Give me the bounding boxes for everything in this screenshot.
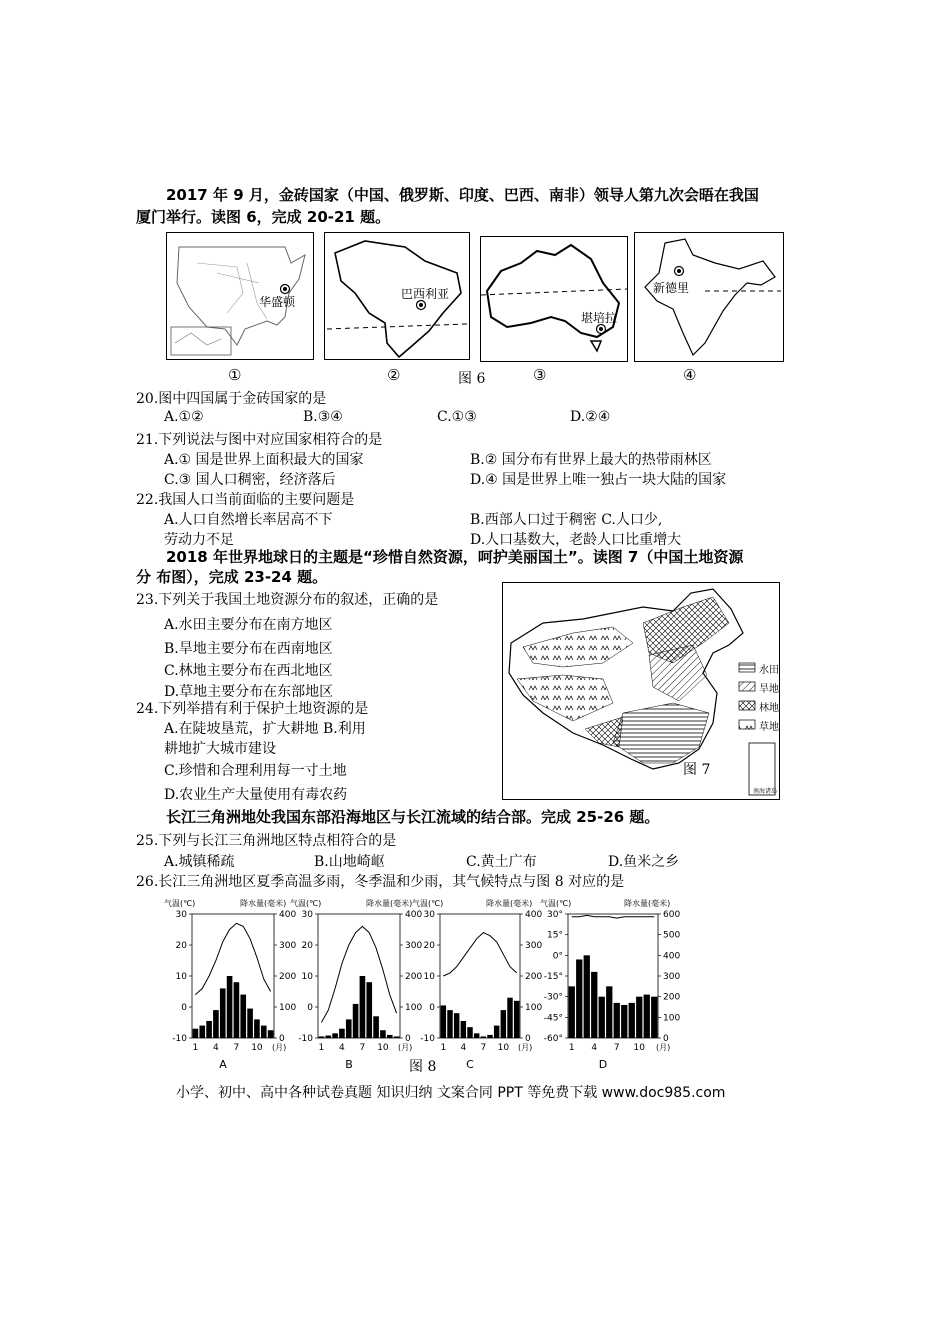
month-tick-label: 10 [377,1043,389,1053]
temp-axis-title: 气温(℃) [412,899,444,908]
temp-axis-title: 气温(℃) [164,899,196,908]
temp-tick-label: -30° [543,992,563,1003]
legend-grassland-label: 草地 [759,722,779,733]
map-india [634,232,784,362]
month-tick-label: 10 [633,1043,645,1053]
temp-tick-label: 30° [547,910,563,920]
q23-stem: 23.下列关于我国土地资源分布的叙述，正确的是 [136,592,439,608]
precip-bar [441,1005,446,1038]
month-tick-label: 1 [192,1043,199,1053]
precip-bar [247,1009,253,1038]
q20-option-c: C.①③ [437,409,477,425]
map-number-4: ④ [683,366,697,384]
temp-tick-label: -10 [298,1034,313,1044]
q25-stem: 25.下列与长江三角洲地区特点相符合的是 [136,833,397,849]
q21-option-c: C.③ 国人口稠密，经济落后 [164,472,336,488]
precip-bar [268,1030,274,1038]
precip-bar [576,959,582,1038]
temp-tick-label: -10 [172,1034,187,1044]
q22-stem: 22.我国人口当前面临的主要问题是 [136,492,355,508]
legend-forest-label: 林地 [759,703,779,714]
precip-bar [599,997,605,1038]
temp-line [321,926,396,1022]
precip-tick-label: 200 [405,972,423,982]
precip-bar [467,1027,472,1038]
month-tick-label: 4 [339,1043,345,1053]
precip-tick-label: 0 [405,1034,411,1044]
map-number-3: ③ [533,366,547,384]
month-tick-label: 4 [460,1043,467,1053]
precip-bar [454,1013,459,1038]
precip-bar [501,1010,506,1038]
legend-swatch-grassland [739,720,755,729]
precip-tick-label: 200 [525,972,543,982]
q24-option-b-cont: 耕地扩大城市建设 [164,741,276,757]
q24-option-d: D.农业生产大量使用有毒农药 [164,787,348,803]
month-tick-label: 10 [497,1043,510,1053]
temp-tick-label: -60° [543,1034,563,1044]
q20-option-b: B.③④ [303,409,343,425]
precip-bar [387,1035,393,1038]
precip-bar [447,1010,452,1038]
figure-6-label: 图 6 [458,371,486,387]
month-tick-label: 7 [233,1043,240,1053]
precip-bar [353,1004,359,1038]
inset-label: 南海诸岛 [753,788,778,795]
figure-8-label: 图 8 [409,1059,437,1075]
q21-option-d: D.④ 国是世界上唯一独占一块大陆的国家 [470,472,727,488]
month-tick-label: 1 [318,1043,325,1053]
legend-dryland-label: 旱地 [759,684,779,695]
q24-stem: 24.下列举措有利于保护土地资源的是 [136,701,369,717]
q23-option-a: A.水田主要分布在南方地区 [164,617,333,633]
q22-option-bc: B.西部人口过于稠密 C.人口少, [470,512,663,528]
precip-bar [614,1003,620,1038]
legend-swatch-paddy [739,663,755,672]
map-number-2: ② [387,366,401,384]
temp-line [195,923,270,994]
precip-bar [487,1035,492,1038]
q20-stem: 20.图中四国属于金砖国家的是 [136,391,327,407]
map-brazil [324,232,470,360]
temp-tick-label: 30 [423,910,435,920]
precip-bar [569,986,575,1038]
map-city-label: 堪培拉 [581,311,618,325]
precip-bar [514,1001,519,1038]
precip-bar [346,1019,352,1038]
q25-option-d: D.鱼米之乡 [608,854,680,870]
month-unit-label: (月) [272,1043,287,1052]
precip-bar [481,1036,486,1038]
china-land-map [502,582,780,800]
precip-bar [360,976,366,1038]
legend-swatch-forest [739,701,755,710]
precip-bar [325,1036,331,1038]
month-unit-label: (月) [518,1043,533,1052]
precip-tick-label: 300 [525,941,543,951]
china-land-map-svg [503,583,779,799]
map-city-label: 巴西利亚 [401,287,450,301]
precip-bar [461,1021,466,1038]
precip-tick-label: 400 [663,951,680,962]
precip-bar [507,998,512,1038]
legend-swatch-dryland [739,682,755,691]
q22-option-c-cont: 劳动力不足 [164,532,234,548]
q20-option-d: D.②④ [570,409,611,425]
precip-bar [366,982,372,1038]
q23-option-d: D.草地主要分布在东部地区 [164,684,334,700]
chart-label: C [466,1058,474,1071]
month-tick-label: 7 [359,1043,366,1053]
precip-tick-label: 400 [405,910,423,920]
precip-bar [206,1021,212,1038]
month-tick-label: 7 [480,1043,487,1053]
precip-bar [494,1026,499,1038]
temp-tick-label: -45° [543,1013,563,1024]
chart-label: D [598,1058,608,1071]
legend-paddy-label: 水田 [759,665,779,676]
precip-tick-label: 0 [525,1034,531,1044]
temp-line [443,933,516,976]
section1-intro-line1: 2017 年 9 月，金砖国家（中国、俄罗斯、印度、巴西、南非）领导人第九次会晤在我国 [166,186,759,204]
precip-bar [234,982,240,1038]
precip-axis-title: 降水量(毫米) [240,899,287,908]
precip-bar [199,1026,205,1038]
q23-option-b: B.旱地主要分布在西南地区 [164,641,333,657]
temp-tick-label: 30 [301,910,313,920]
precip-tick-label: 200 [279,972,297,982]
precip-bar [636,997,642,1038]
month-tick-label: 4 [213,1043,219,1053]
precip-bar [319,1036,325,1038]
month-tick-label: 10 [251,1043,263,1053]
map-city-label: 华盛顿 [259,295,296,309]
section2-intro-line2: 分 布图），完成 23-24 题。 [136,568,328,586]
precip-tick-label: 300 [279,941,297,951]
temp-tick-label: -10 [420,1034,435,1044]
precip-bar [227,976,233,1038]
month-tick-label: 1 [440,1043,447,1053]
precip-bar [584,955,590,1038]
footer-text: 小学、初中、高中各种试卷真题 知识归纳 文案合同 PPT 等免费下载 www.doc985.com [176,1085,726,1101]
map-number-1: ① [228,366,242,384]
q22-option-d: D.人口基数大，老龄人口比重增大 [470,532,682,548]
q22-option-a: A.人口自然增长率居高不下 [164,512,333,528]
month-tick-label: 4 [591,1043,598,1053]
precip-bar [213,1010,219,1038]
section2-intro-line1: 2018 年世界地球日的主题是“珍惜自然资源，呵护美丽国土”。读图 7（中国土地资源 [166,548,744,566]
precip-tick-label: 300 [663,972,680,982]
chart-frame [192,914,274,1038]
q24-option-ab: A.在陡坡垦荒，扩大耕地 B.利用 [164,721,366,737]
precip-bar [621,1005,627,1038]
precip-tick-label: 400 [525,910,543,920]
precip-tick-label: 500 [663,930,680,941]
temp-tick-label: 0° [552,951,563,962]
figure-7-label: 图 7 [683,762,711,778]
map-australia [480,236,628,362]
temp-tick-label: 0 [307,1003,313,1013]
q25-option-c: C.黄土广布 [466,854,537,870]
month-unit-label: (月) [656,1043,671,1052]
precip-tick-label: 200 [663,992,680,1003]
q20-option-a: A.①② [164,409,204,425]
precip-tick-label: 100 [663,1013,680,1024]
climate-charts [160,894,680,1074]
precip-bar [474,1033,479,1038]
precip-bar [240,995,246,1038]
chart-label: A [219,1058,227,1071]
precip-axis-title: 降水量(毫米) [366,899,413,908]
precip-bar [220,988,226,1038]
precip-bar [629,1003,635,1038]
precip-tick-label: 100 [405,1003,423,1013]
temp-tick-label: 10 [423,972,435,982]
temp-axis-title: 气温(℃) [540,899,572,908]
month-tick-label: 1 [568,1043,575,1053]
precip-tick-label: 0 [663,1034,669,1044]
q21-stem: 21.下列说法与图中对应国家相符合的是 [136,432,383,448]
precip-bar [193,1029,199,1038]
precip-tick-label: 300 [405,941,423,951]
temp-line [572,915,655,918]
precip-bar [339,1029,345,1038]
precip-bar [332,1033,338,1038]
precip-bar [254,1019,260,1038]
temp-tick-label: 15° [547,930,563,941]
temp-tick-label: 10 [175,972,187,982]
temp-tick-label: -15° [543,972,563,982]
month-tick-label: 7 [613,1043,620,1053]
temp-tick-label: 0 [429,1003,435,1013]
temp-tick-label: 20 [301,941,313,951]
australia-map-svg [481,237,627,361]
precip-bar [651,997,657,1038]
q26-stem: 26.长江三角洲地区夏季高温多雨，冬季温和少雨，其气候特点与图 8 对应的是 [136,874,625,890]
temp-tick-label: 30 [175,910,187,920]
precip-tick-label: 400 [279,910,297,920]
precip-bar [591,972,597,1038]
temp-tick-label: 20 [175,941,187,951]
precip-axis-title: 降水量(毫米) [486,899,533,908]
precip-tick-label: 600 [663,910,680,920]
precip-tick-label: 100 [525,1003,543,1013]
precip-bar [394,1036,400,1038]
precip-tick-label: 0 [279,1034,285,1044]
section1-intro-line2: 厦门举行。读图 6，完成 20-21 题。 [136,208,391,226]
month-unit-label: (月) [398,1043,413,1052]
precip-bar [380,1030,386,1038]
section3-intro: 长江三角洲地处我国东部沿海地区与长江流域的结合部。完成 25-26 题。 [166,808,660,826]
q24-option-c: C.珍惜和合理利用每一寸土地 [164,763,347,779]
precip-bar [606,986,612,1038]
temp-tick-label: 10 [301,972,313,982]
precip-tick-label: 100 [279,1003,297,1013]
q25-option-a: A.城镇稀疏 [164,854,235,870]
chart-label: B [345,1058,353,1071]
precip-bar [261,1026,267,1038]
precip-bar [644,995,650,1038]
chart-frame [318,914,400,1038]
q21-option-b: B.② 国分布有世界上最大的热带雨林区 [470,452,712,468]
temp-axis-title: 气温(℃) [290,899,322,908]
map-usa [166,232,314,360]
q25-option-b: B.山地崎岖 [314,854,385,870]
temp-tick-label: 20 [423,941,435,951]
india-map-svg [635,233,783,361]
map-city-label: 新德里 [653,281,690,295]
q21-option-a: A.① 国是世界上面积最大的国家 [164,452,364,468]
q23-option-c: C.林地主要分布在西北地区 [164,663,333,679]
precip-axis-title: 降水量(毫米) [624,899,671,908]
precip-bar [373,1016,379,1038]
temp-tick-label: 0 [181,1003,187,1013]
